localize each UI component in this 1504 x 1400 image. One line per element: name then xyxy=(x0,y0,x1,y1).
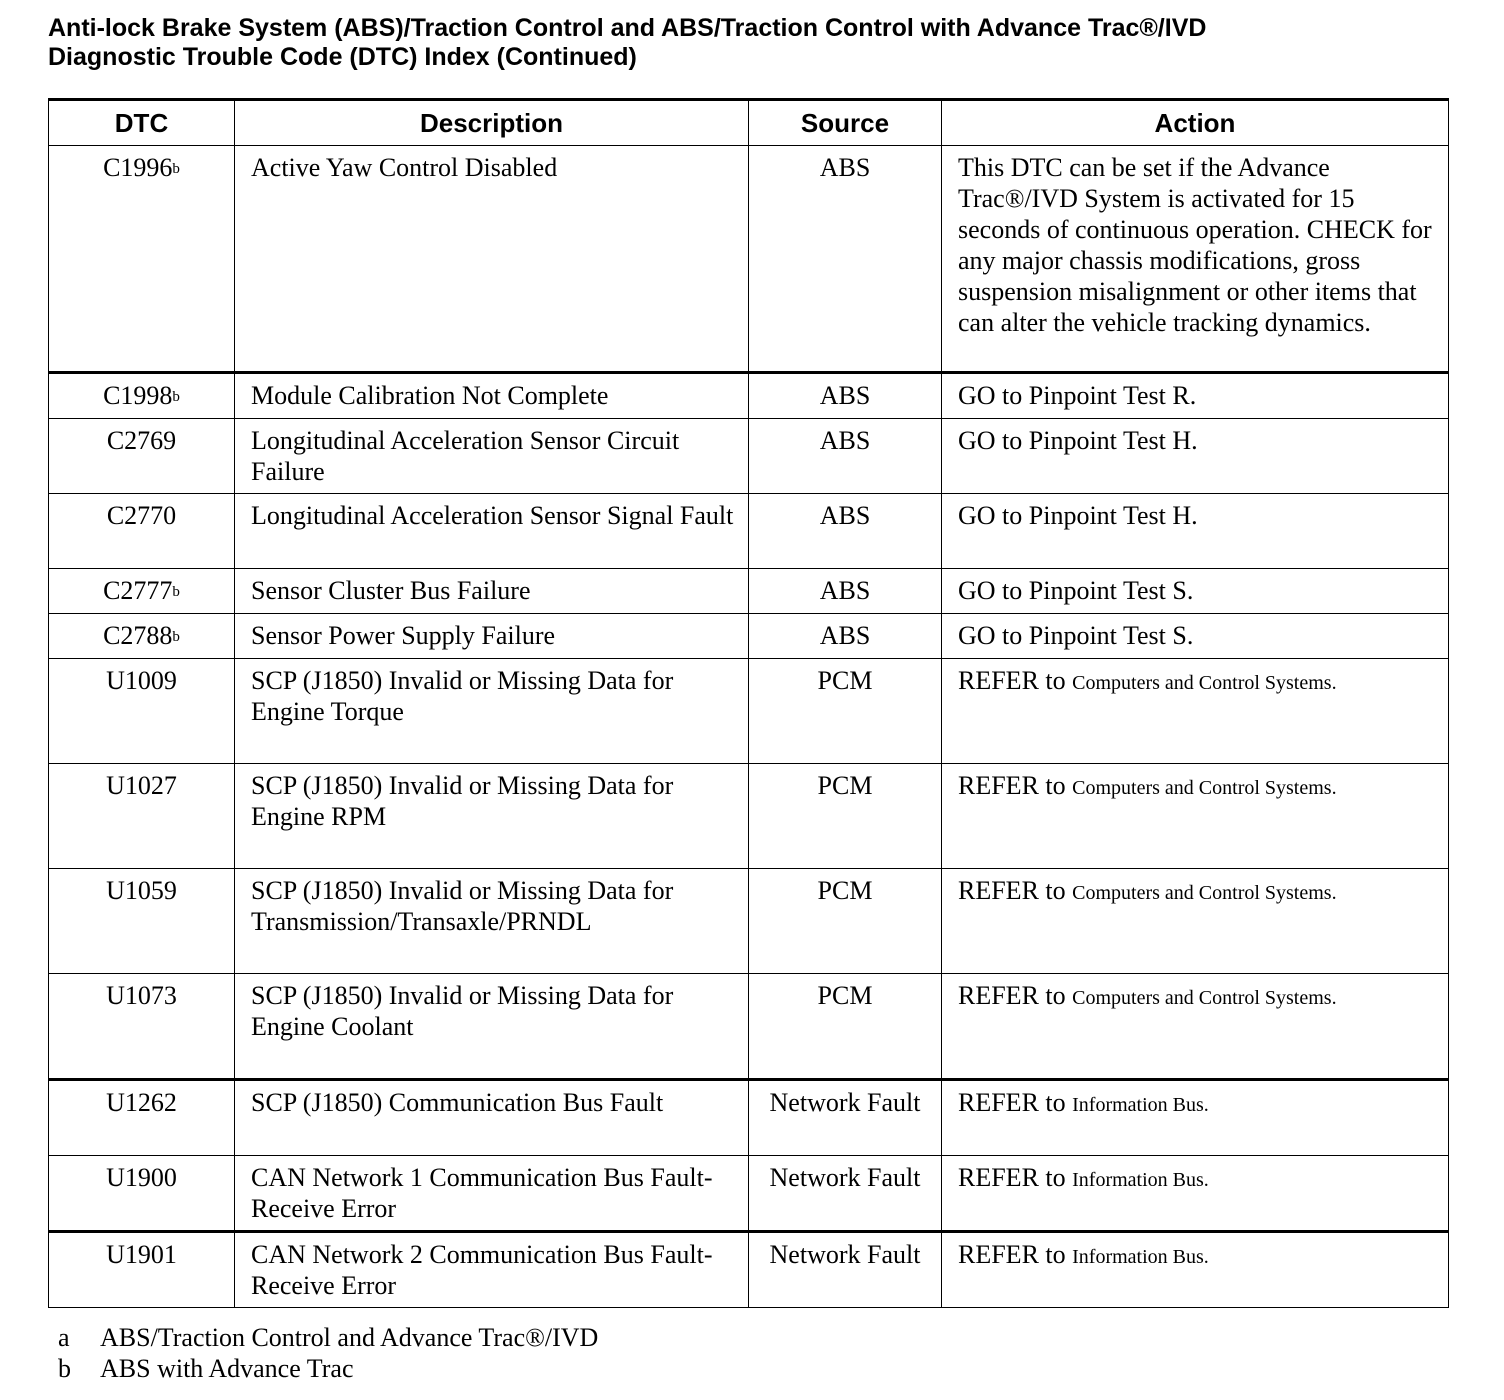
dtc-code: U1027 xyxy=(106,771,177,800)
cell-action xyxy=(942,1232,1449,1308)
cell-dtc xyxy=(49,419,235,494)
action-reference: Computers and Control Systems. xyxy=(1072,882,1337,904)
cell-description: SCP (J1850) Invalid or Missing Data for Engine RPM xyxy=(235,764,749,869)
action-verb: REFER to xyxy=(958,1240,1066,1269)
table-row xyxy=(49,373,1449,419)
dtc-code: U1262 xyxy=(106,1088,177,1117)
cell-source: Network Fault xyxy=(749,1232,942,1308)
action-reference: Computers and Control Systems. xyxy=(1072,987,1337,1009)
dtc-code: U1900 xyxy=(106,1163,177,1192)
cell-description: Active Yaw Control Disabled xyxy=(235,146,749,373)
cell-dtc xyxy=(49,659,235,764)
footnote-text: ABS with Advance Trac xyxy=(100,1354,354,1383)
cell-source: ABS xyxy=(749,146,942,373)
dtc-code: U1073 xyxy=(106,981,177,1010)
cell-action: GO to Pinpoint Test S. xyxy=(942,569,1449,614)
action-reference: Computers and Control Systems. xyxy=(1072,777,1337,799)
page-title-line-2: Diagnostic Trouble Code (DTC) Index (Continued) xyxy=(48,43,637,71)
footnote-key: b xyxy=(58,1354,71,1383)
footnote-item xyxy=(58,1353,598,1384)
cell-source: Network Fault xyxy=(749,1080,942,1156)
cell-action: GO to Pinpoint Test R. xyxy=(942,373,1449,419)
table-row xyxy=(49,974,1449,1080)
footnote-key: a xyxy=(58,1323,70,1352)
table-header-row xyxy=(49,100,1449,146)
action-reference: Information Bus. xyxy=(1072,1094,1209,1116)
footnote-marker: b xyxy=(172,389,180,405)
cell-description: SCP (J1850) Invalid or Missing Data for Engine Coolant xyxy=(235,974,749,1080)
dtc-code: U1901 xyxy=(106,1240,177,1269)
table-row xyxy=(49,1156,1449,1232)
cell-dtc xyxy=(49,1232,235,1308)
table-row xyxy=(49,1080,1449,1156)
cell-action: This DTC can be set if the Advance Trac®/IVD System is activated for 15 seconds of continuous operation. CHECK for any major chassis modifications, gross suspension misalignment or other items that can alter the vehicle tracking dynamics. xyxy=(942,146,1449,373)
column-header-dtc: DTC xyxy=(49,100,235,146)
table-row xyxy=(49,869,1449,974)
table-row xyxy=(49,419,1449,494)
cell-source: Network Fault xyxy=(749,1156,942,1232)
cell-source: PCM xyxy=(749,869,942,974)
table-row xyxy=(49,494,1449,569)
dtc-code: U1059 xyxy=(106,876,177,905)
table-row xyxy=(49,1232,1449,1308)
cell-source: ABS xyxy=(749,614,942,659)
action-reference: Information Bus. xyxy=(1072,1169,1209,1191)
cell-dtc xyxy=(49,569,235,614)
table-row xyxy=(49,764,1449,869)
cell-action xyxy=(942,974,1449,1080)
footnotes xyxy=(58,1322,598,1384)
cell-action: GO to Pinpoint Test S. xyxy=(942,614,1449,659)
cell-description: Sensor Cluster Bus Failure xyxy=(235,569,749,614)
cell-description: SCP (J1850) Invalid or Missing Data for Transmission/Transaxle/PRNDL xyxy=(235,869,749,974)
page-title-line-1: Anti-lock Brake System (ABS)/Traction Control and ABS/Traction Control with Advance Trac®/IVD xyxy=(48,14,1207,42)
action-reference: Computers and Control Systems. xyxy=(1072,672,1337,694)
cell-action xyxy=(942,1156,1449,1232)
footnote-marker: b xyxy=(172,584,180,600)
cell-description: SCP (J1850) Communication Bus Fault xyxy=(235,1080,749,1156)
cell-action xyxy=(942,764,1449,869)
cell-source: ABS xyxy=(749,419,942,494)
cell-description: Module Calibration Not Complete xyxy=(235,373,749,419)
table-row xyxy=(49,659,1449,764)
column-header-source: Source xyxy=(749,100,942,146)
table-row xyxy=(49,569,1449,614)
cell-dtc xyxy=(49,373,235,419)
dtc-index-table xyxy=(48,98,1449,1308)
cell-action: GO to Pinpoint Test H. xyxy=(942,419,1449,494)
table-row xyxy=(49,146,1449,373)
footnote-item xyxy=(58,1322,598,1353)
cell-dtc xyxy=(49,146,235,373)
action-verb: REFER to xyxy=(958,666,1066,695)
page-title xyxy=(48,14,1206,72)
cell-dtc xyxy=(49,614,235,659)
cell-description: CAN Network 2 Communication Bus Fault-Receive Error xyxy=(235,1232,749,1308)
cell-dtc xyxy=(49,869,235,974)
cell-source: PCM xyxy=(749,974,942,1080)
action-verb: REFER to xyxy=(958,981,1066,1010)
cell-description: Longitudinal Acceleration Sensor Circuit Failure xyxy=(235,419,749,494)
action-reference: Information Bus. xyxy=(1072,1246,1209,1268)
cell-source: PCM xyxy=(749,659,942,764)
footnote-text: ABS/Traction Control and Advance Trac®/IVD xyxy=(100,1323,599,1352)
dtc-code: C2788 xyxy=(103,621,173,650)
action-verb: REFER to xyxy=(958,771,1066,800)
dtc-code: C1998 xyxy=(103,381,173,410)
cell-dtc xyxy=(49,1080,235,1156)
dtc-code: C2770 xyxy=(106,501,177,530)
cell-description: Longitudinal Acceleration Sensor Signal Fault xyxy=(235,494,749,569)
action-verb: REFER to xyxy=(958,876,1066,905)
dtc-code: C1996 xyxy=(103,153,173,182)
action-verb: REFER to xyxy=(958,1163,1066,1192)
dtc-code: C2769 xyxy=(106,426,177,455)
action-verb: REFER to xyxy=(958,1088,1066,1117)
cell-action: GO to Pinpoint Test H. xyxy=(942,494,1449,569)
column-header-description: Description xyxy=(235,100,749,146)
table-row xyxy=(49,614,1449,659)
cell-action xyxy=(942,869,1449,974)
cell-dtc xyxy=(49,494,235,569)
cell-description: SCP (J1850) Invalid or Missing Data for Engine Torque xyxy=(235,659,749,764)
cell-action xyxy=(942,659,1449,764)
dtc-code: C2777 xyxy=(103,576,173,605)
cell-dtc xyxy=(49,1156,235,1232)
cell-source: PCM xyxy=(749,764,942,869)
cell-source: ABS xyxy=(749,373,942,419)
cell-source: ABS xyxy=(749,494,942,569)
cell-source: ABS xyxy=(749,569,942,614)
footnote-marker: b xyxy=(172,629,180,645)
column-header-action: Action xyxy=(942,100,1449,146)
cell-description: Sensor Power Supply Failure xyxy=(235,614,749,659)
dtc-code: U1009 xyxy=(106,666,177,695)
cell-dtc xyxy=(49,974,235,1080)
cell-action xyxy=(942,1080,1449,1156)
cell-dtc xyxy=(49,764,235,869)
cell-description: CAN Network 1 Communication Bus Fault-Receive Error xyxy=(235,1156,749,1232)
footnote-marker: b xyxy=(172,161,180,177)
